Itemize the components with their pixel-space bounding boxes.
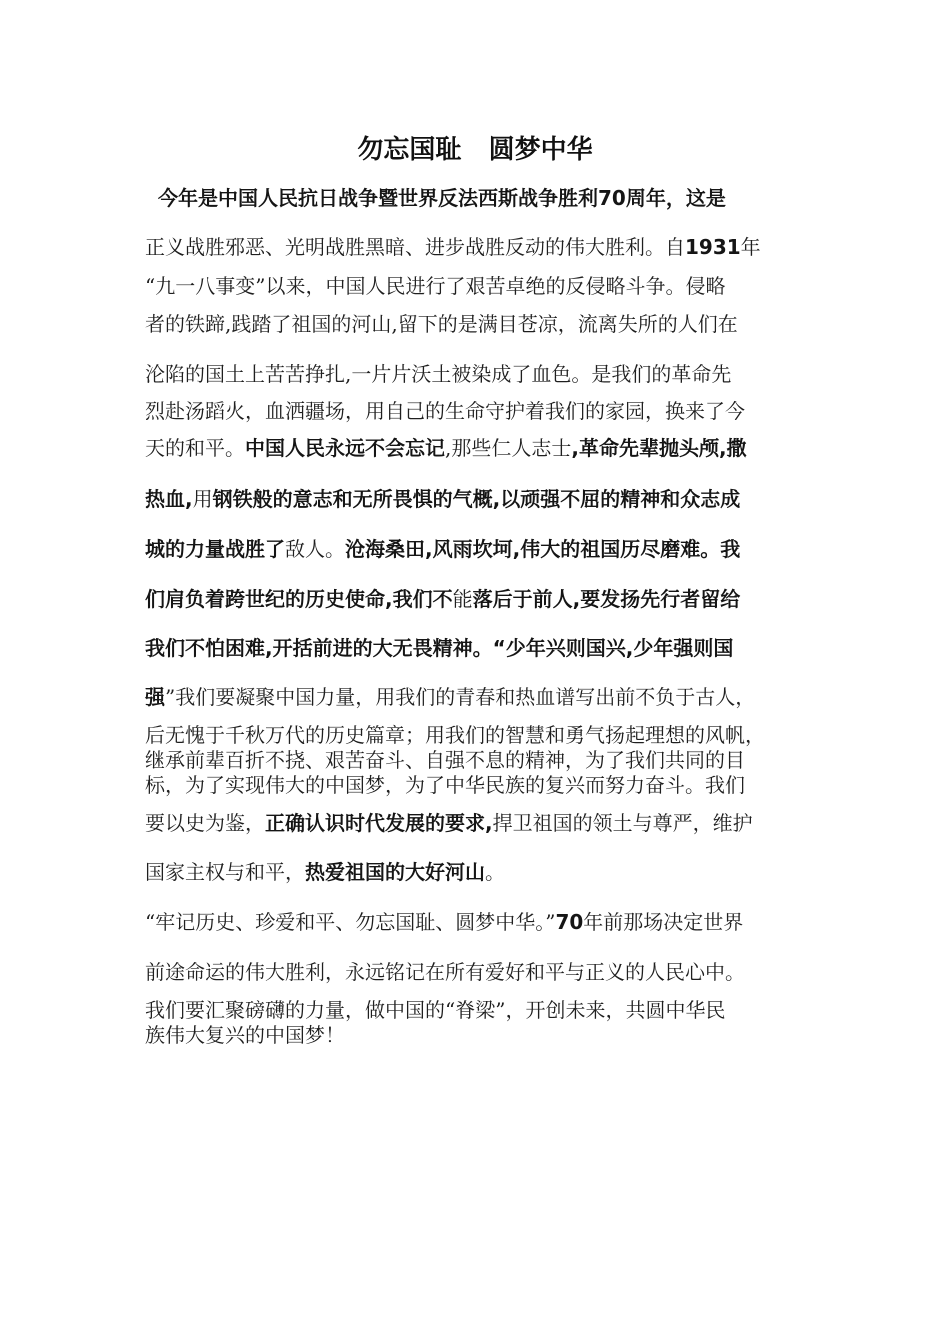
text-run: 捍卫祖国的领土与尊严，维护 bbox=[492, 811, 753, 835]
text-run: 天的和平。 bbox=[145, 436, 245, 460]
text-run: 1931 bbox=[685, 235, 741, 259]
text-run: 70 bbox=[598, 186, 626, 210]
text-run: 强 bbox=[145, 685, 165, 709]
text-run: “牢记历史、珍爱和平、勿忘国耻、圆梦中华。” bbox=[145, 910, 556, 934]
text-run: 落后于前人,要发扬先行者留给 bbox=[472, 587, 741, 611]
text-run: 标，为了实现伟大的中国梦，为了中华民族的复兴而努力奋斗。我们 bbox=[145, 773, 745, 797]
text-run: 年 bbox=[740, 235, 761, 259]
text-run: 沧海桑田,风雨坎坷,伟大的祖国历尽磨难。我 bbox=[345, 537, 741, 561]
paragraph-line bbox=[145, 958, 815, 987]
paragraph-line bbox=[145, 397, 815, 426]
text-run: 族伟大复兴的中国梦！ bbox=[145, 1023, 345, 1047]
paragraph-line bbox=[145, 858, 815, 887]
paragraph-line bbox=[145, 535, 815, 564]
text-run: 正确认识时代发展的要求, bbox=[265, 811, 493, 835]
text-run: 钢铁般的意志和无所畏惧的气概,以顽强不屈的精神和众志成 bbox=[212, 487, 741, 511]
paragraph-line bbox=[145, 634, 815, 663]
text-run: 中国人民永远不会忘记 bbox=[245, 436, 445, 460]
paragraph-line bbox=[145, 272, 815, 301]
paragraph-line bbox=[145, 310, 815, 339]
text-run: 继承前辈百折不挠、艰苦奋斗、自强不息的精神，为了我们共同的目 bbox=[145, 748, 745, 772]
text-run: 前途命运的伟大胜利，永远铭记在所有爱好和平与正义的人民心中。 bbox=[145, 960, 745, 984]
text-run: 热血, bbox=[145, 487, 193, 511]
text-run: 们肩负着跨世纪的历史使命,我们不 bbox=[145, 587, 453, 611]
text-run: ,革命先辈抛头颅,撒 bbox=[571, 436, 747, 460]
text-run: 今年是中国人民抗日战争暨世界反法西斯战争胜利 bbox=[158, 186, 598, 210]
text-run: 者的铁蹄,践踏了祖国的河山,留下的是满目苍凉，流离失所的人们在 bbox=[145, 312, 738, 336]
text-run: 年前那场决定世界 bbox=[583, 910, 744, 934]
text-run: 沦陷的国土上苦苦挣扎,一片片沃土被染成了血色。是我们的革命先 bbox=[145, 362, 732, 386]
text-run: 70 bbox=[555, 910, 584, 934]
paragraph-line bbox=[145, 585, 815, 614]
text-run: 我们要汇聚磅礴的力量，做中国的“脊梁”，开创未来，共圆中华民 bbox=[145, 998, 726, 1022]
text-run: 周年，这是 bbox=[625, 186, 726, 210]
text-run: “九一八事变”以来，中国人民进行了艰苦卓绝的反侵略斗争。侵略 bbox=[145, 274, 726, 298]
text-run: 要以史为鉴， bbox=[145, 811, 265, 835]
text-run: 烈赴汤蹈火，血洒疆场，用自己的生命守护着我们的家园，换来了今 bbox=[145, 399, 745, 423]
paragraph-line bbox=[145, 809, 815, 838]
paragraph-line bbox=[158, 184, 828, 213]
text-run: ,那些仁人志士 bbox=[445, 436, 572, 460]
text-run: 。 bbox=[485, 860, 505, 884]
text-run: 能 bbox=[452, 587, 473, 611]
text-run: 国家主权与和平， bbox=[145, 860, 305, 884]
paragraph-line bbox=[145, 683, 815, 712]
text-run: 后无愧于千秋万代的历史篇章；用我们的智慧和勇气扬起理想的风帆， bbox=[145, 723, 765, 747]
text-run: 热爱祖国的大好河山 bbox=[305, 860, 485, 884]
paragraph-line bbox=[145, 360, 815, 389]
text-run: 城的力量战胜了 bbox=[145, 537, 285, 561]
paragraph-line bbox=[145, 771, 815, 800]
text-run: 我们不怕困难,开括前进的大无畏精神。“少年兴则国兴,少年强则国 bbox=[145, 636, 734, 660]
paragraph-line bbox=[145, 908, 815, 937]
text-run: 用 bbox=[192, 487, 213, 511]
text-run: 正义战胜邪恶、光明战胜黑暗、进步战胜反动的伟大胜利。自 bbox=[145, 235, 685, 259]
document-title: 勿忘国耻 圆梦中华 bbox=[357, 135, 593, 165]
paragraph-line bbox=[145, 233, 815, 262]
paragraph-line bbox=[145, 1021, 815, 1050]
paragraph-line bbox=[145, 434, 815, 463]
text-run: 敌人。 bbox=[285, 537, 345, 561]
paragraph-line bbox=[145, 485, 815, 514]
text-run: ”我们要凝聚中国力量，用我们的青春和热血谱写出前不负于古人， bbox=[165, 685, 756, 709]
